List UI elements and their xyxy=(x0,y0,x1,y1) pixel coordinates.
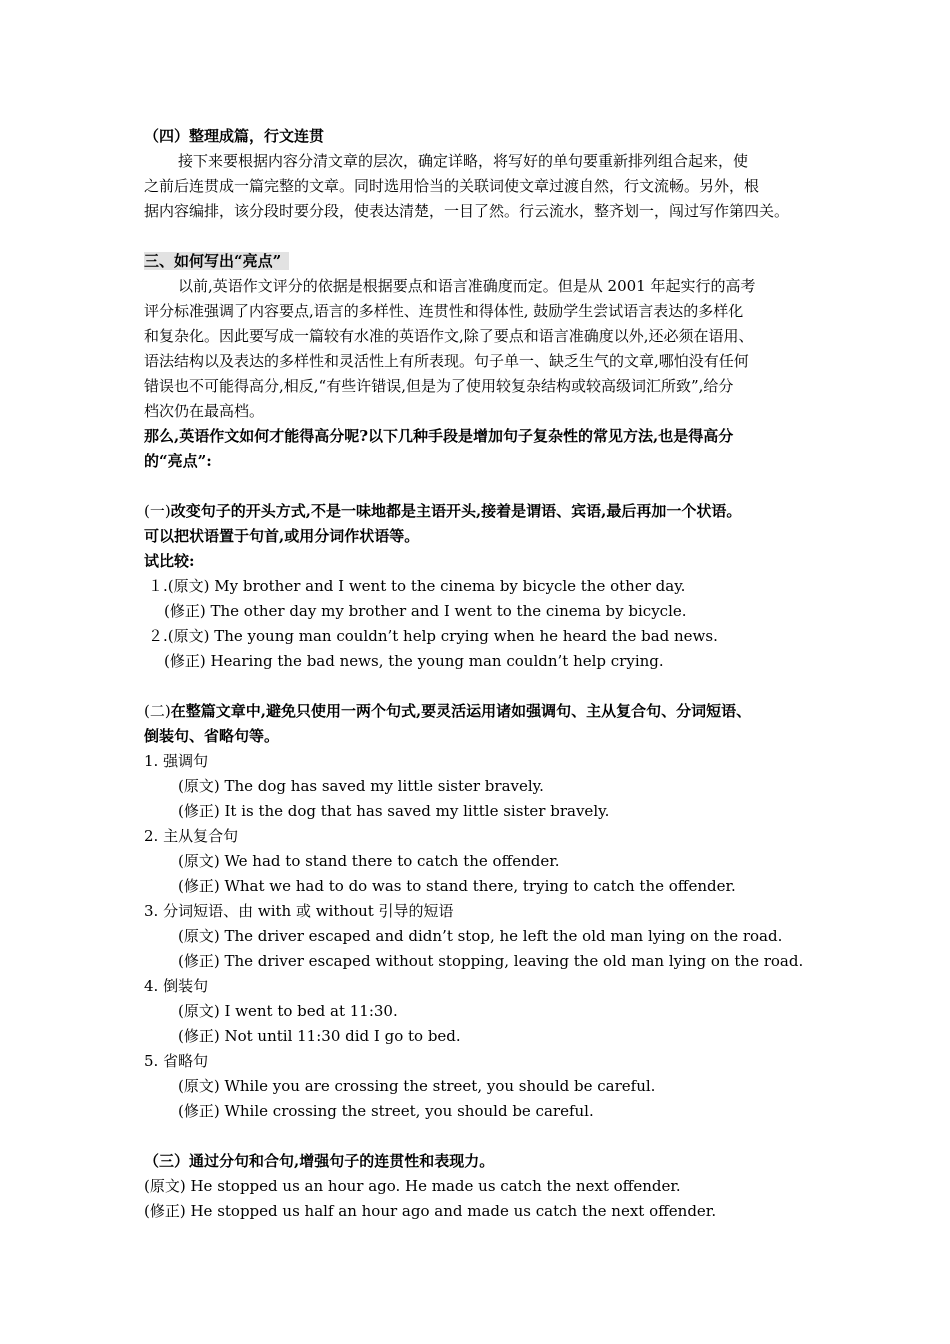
paragraph-line: 语法结构以及表达的多样性和灵活性上有所表现。句子单一、缺乏生气的文章,哪怕没有任何 xyxy=(144,352,749,370)
document-page xyxy=(144,124,824,1224)
question-line: 的“亮点”: xyxy=(144,452,212,470)
example-original: １.(原文) My brother and I went to the cinema by bicycle the other day. xyxy=(148,577,686,595)
example-revised: (修正) Hearing the bad news, the young man couldn’t help crying. xyxy=(164,652,664,670)
example-revised: (修正) He stopped us half an hour ago and made us catch the next offender. xyxy=(144,1202,717,1220)
sub-heading-prefix: (一) xyxy=(144,502,171,520)
sub-heading-2-cont: 倒装句、省略句等。 xyxy=(144,727,280,745)
sub-heading-1: 改变句子的开头方式,不是一味地都是主语开头,接着是谓语、宾语,最后再加一个状语。 xyxy=(170,502,742,520)
sub-heading-3: （三）通过分句和合句,增强句子的连贯性和表现力。 xyxy=(144,1152,495,1170)
sub-heading-1-cont: 可以把状语置于句首,或用分词作状语等。 xyxy=(144,527,420,545)
group-title: 3. 分词短语、由 with 或 without 引导的短语 xyxy=(144,902,454,920)
paragraph-line: 和复杂化。因此要写成一篇较有水准的英语作文,除了要点和语言准确度以外,还必须在语用、 xyxy=(144,327,754,345)
sub-heading-prefix: (二) xyxy=(144,702,171,720)
question-line: 那么,英语作文如何才能得高分呢?以下几种手段是增加句子复杂性的常见方法,也是得高分 xyxy=(144,427,734,445)
group-title: 2. 主从复合句 xyxy=(144,827,239,845)
example-revised: (修正) While crossing the street, you should be careful. xyxy=(178,1102,594,1120)
example-revised: (修正) What we had to do was to stand there, trying to catch the offender. xyxy=(178,877,736,895)
example-original: (原文) I went to bed at 11:30. xyxy=(178,1002,398,1020)
example-revised: (修正) The other day my brother and I went to the cinema by bicycle. xyxy=(164,602,687,620)
group-title: 5. 省略句 xyxy=(144,1052,209,1070)
paragraph-line: 评分标准强调了内容要点,语言的多样性、连贯性和得体性, 鼓励学生尝试语言表达的多样化 xyxy=(144,302,744,320)
paragraph-line: 错误也不可能得高分,相反,“有些许错误,但是为了使用较复杂结构或较高级词汇所致”,给分 xyxy=(144,377,734,395)
example-original: (原文) The dog has saved my little sister bravely. xyxy=(178,777,544,795)
example-revised: (修正) Not until 11:30 did I go to bed. xyxy=(178,1027,461,1045)
part-heading-3: 三、如何写出“亮点” xyxy=(144,252,289,270)
example-original: (原文) We had to stand there to catch the offender. xyxy=(178,852,560,870)
group-title: 4. 倒装句 xyxy=(144,977,209,995)
sub-heading-2: 在整篇文章中,避免只使用一两个句式,要灵活运用诸如强调句、主从复合句、分词短语、 xyxy=(170,702,752,720)
example-original: (原文) While you are crossing the street, you should be careful. xyxy=(178,1077,656,1095)
paragraph-line: 档次仍在最高档。 xyxy=(144,402,265,420)
paragraph-line: 以前,英语作文评分的依据是根据要点和语言准确度而定。但是从 2001 年起实行的高考 xyxy=(178,277,756,295)
paragraph-line: 接下来要根据内容分清文章的层次，确定详略，将写好的单句要重新排列组合起来，使 xyxy=(178,152,749,170)
example-original: (原文) The driver escaped and didn’t stop, he left the old man lying on the road. xyxy=(178,927,783,945)
section-heading-4: （四）整理成篇，行文连贯 xyxy=(144,127,325,145)
group-title: 1. 强调句 xyxy=(144,752,209,770)
paragraph-line: 据内容编排，该分段时要分段，使表达清楚，一目了然。行云流水，整齐划一，闯过写作第四关。 xyxy=(144,202,790,220)
example-revised: (修正) It is the dog that has saved my little sister bravely. xyxy=(178,802,610,820)
example-original: (原文) He stopped us an hour ago. He made us catch the next offender. xyxy=(144,1177,681,1195)
example-original: ２.(原文) The young man couldn’t help crying when he heard the bad news. xyxy=(148,627,718,645)
compare-label: 试比较: xyxy=(144,552,195,570)
paragraph-line: 之前后连贯成一篇完整的文章。同时选用恰当的关联词使文章过渡自然，行文流畅。另外，根 xyxy=(144,177,760,195)
example-revised: (修正) The driver escaped without stopping, leaving the old man lying on the road. xyxy=(178,952,804,970)
